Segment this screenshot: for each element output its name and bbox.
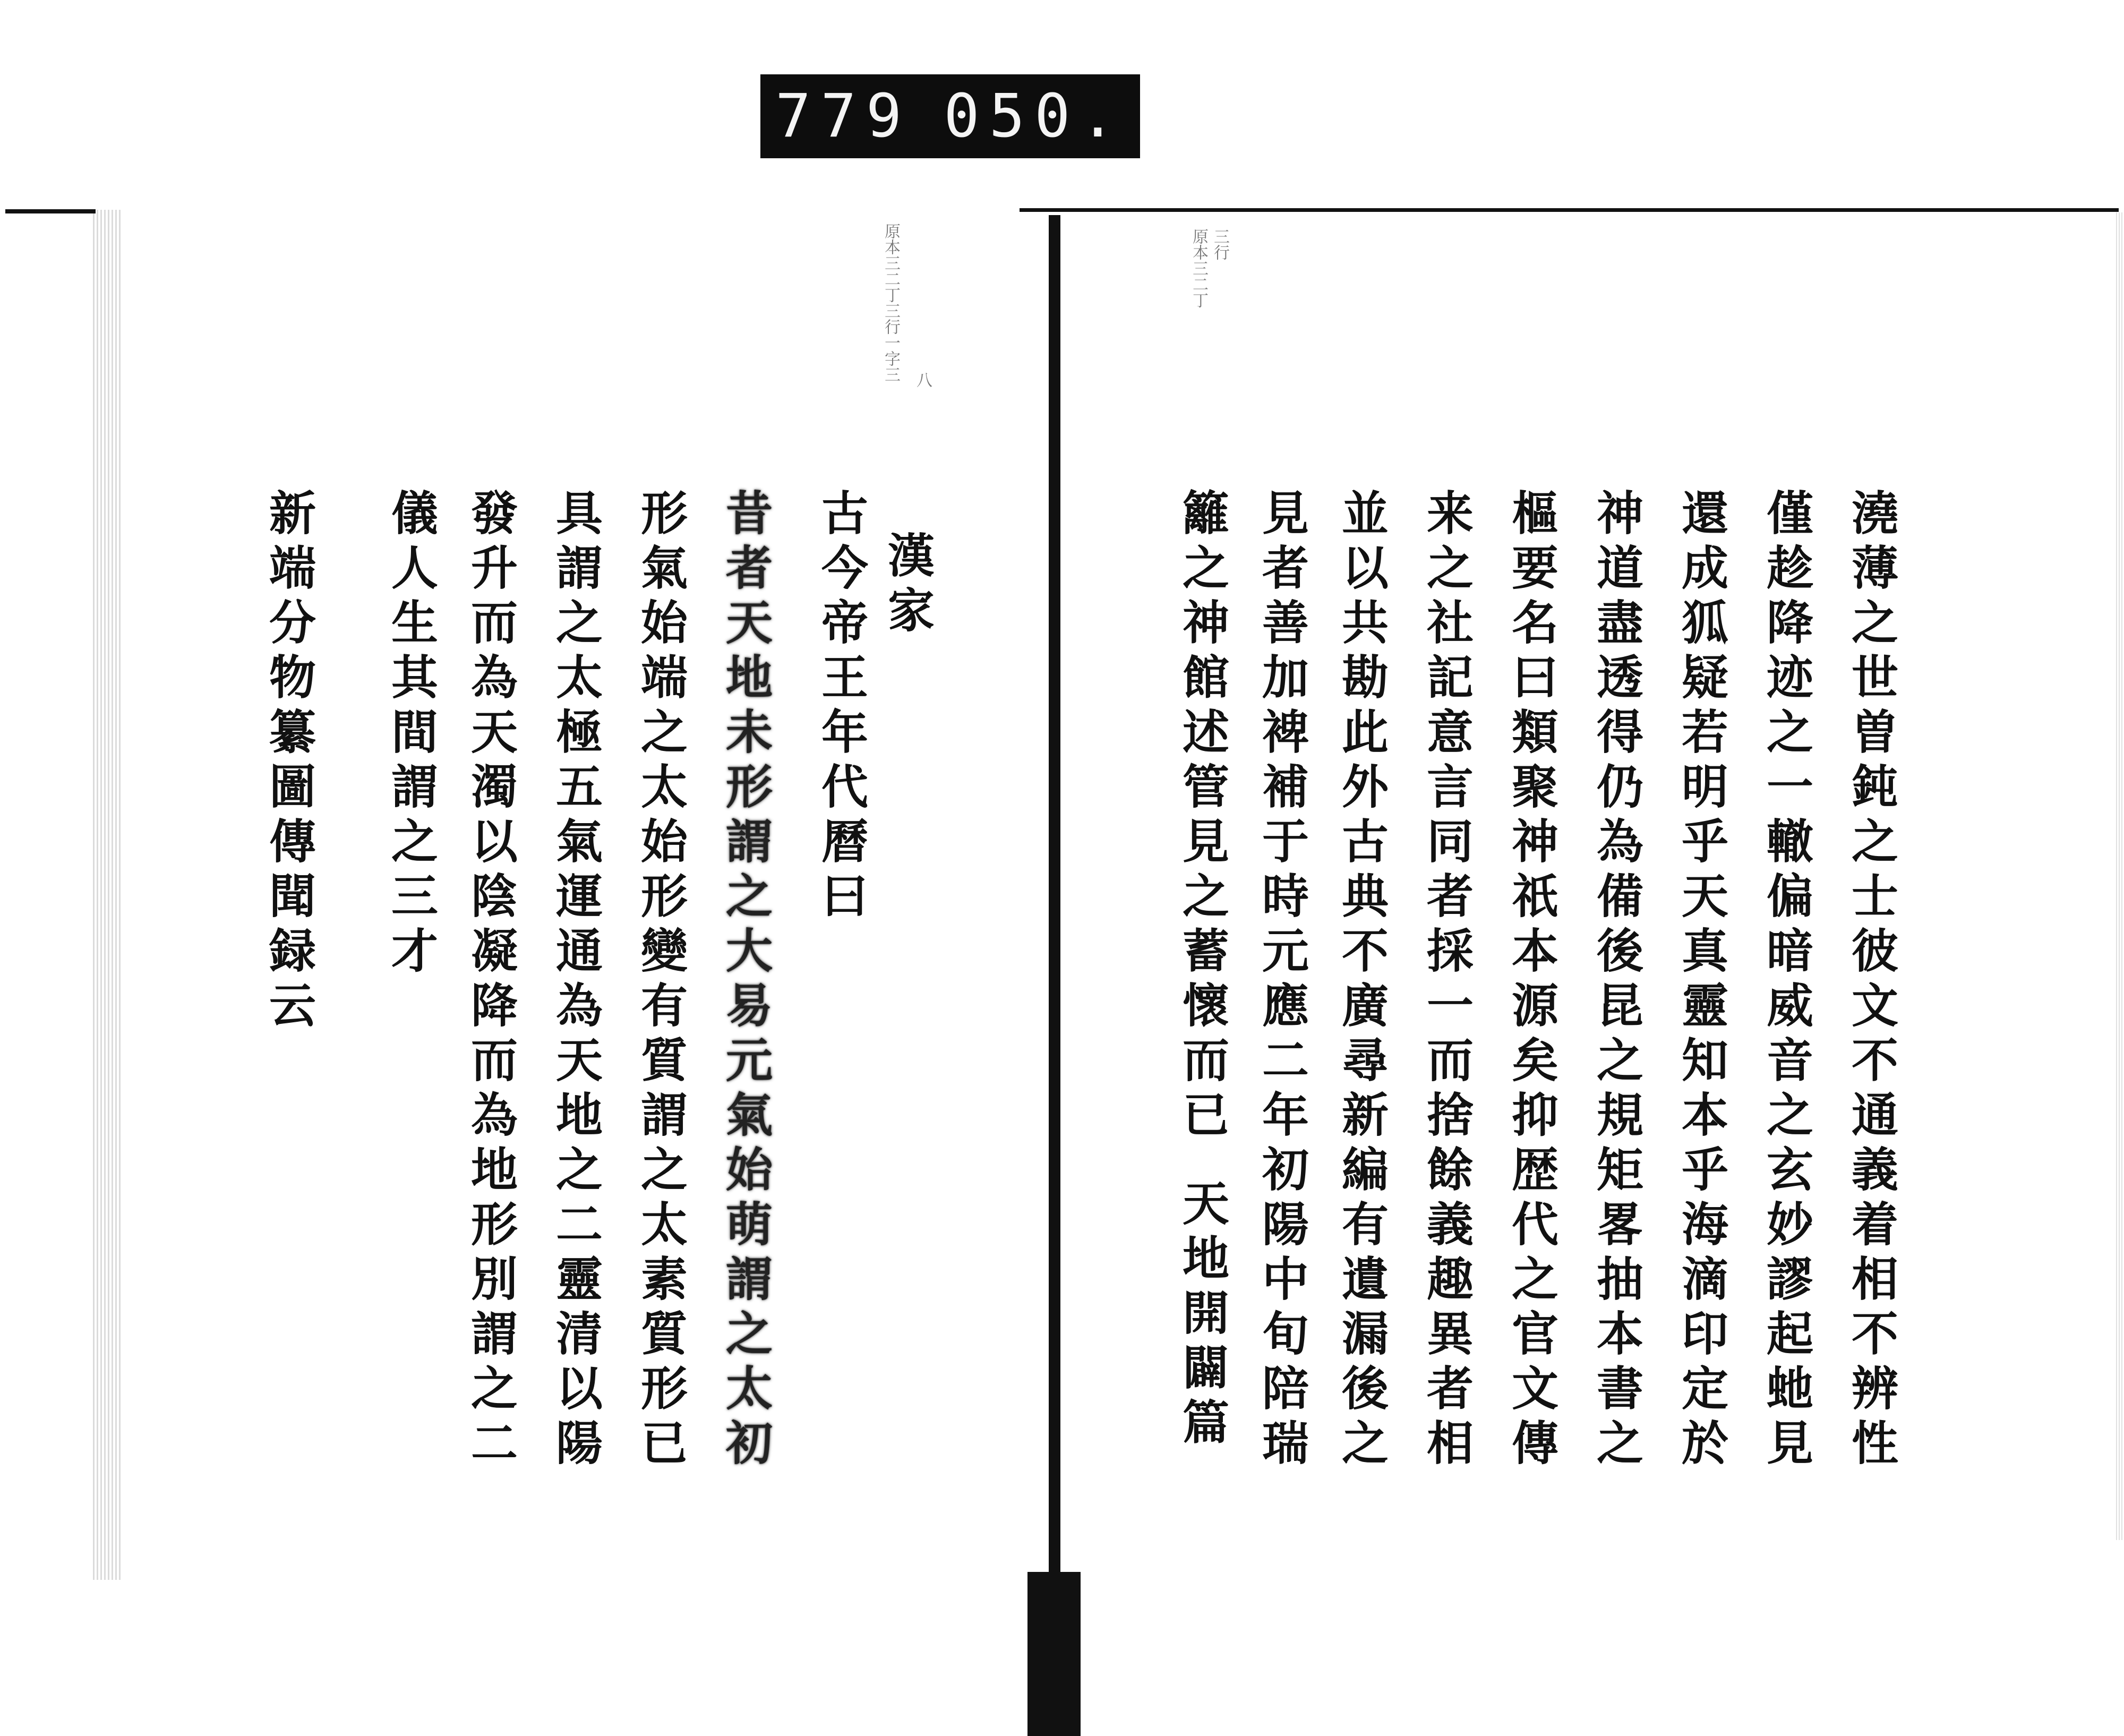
margin-note: 原本三二丁三行一字三	[881, 223, 900, 382]
text-column: 昔者天地未形謂之大易元氣始萌謂之太初	[718, 489, 774, 1473]
margin-note: 三行	[1211, 228, 1229, 260]
text-column: 樞要名曰類聚神祇本源矣抑歴代之官文傳	[1504, 489, 1560, 1473]
text-column: 儀人生其間謂之三才	[384, 489, 439, 981]
text-column: 還成狐疑若明乎天真靈知本乎海滴印定於	[1674, 489, 1729, 1473]
right-page	[1057, 0, 2124, 1736]
text-column: 形氣始端之太始形變有質謂之太素質形已	[633, 489, 689, 1473]
top-rule	[5, 209, 96, 213]
film-frame-label	[760, 74, 1140, 158]
reel-number: 779	[775, 82, 912, 151]
text-column: 籬之神館述管見之蓄懷而已	[1175, 489, 1230, 1145]
text-column: 新端分物纂圖傳聞録云	[262, 489, 317, 1036]
left-page	[0, 0, 1057, 1736]
page-edge-shadow	[93, 210, 122, 1580]
page-edge-shadow	[2116, 212, 2122, 1540]
text-column: 發升而為天濁以陰凝降而為地形別謂之二	[464, 489, 519, 1473]
margin-note: 原本三二丁	[1189, 228, 1208, 308]
book-spine	[1049, 215, 1060, 1575]
text-column: 見者善加裨補于時元應二年初陽中旬陪瑞	[1255, 489, 1310, 1473]
text-column: 僅趁降迹之一轍偏暗威音之玄妙謬起虵見	[1759, 489, 1814, 1473]
top-rule	[1020, 208, 2119, 212]
text-column: 神道盡透得仍為備後昆之規矩畧抽本書之	[1589, 489, 1645, 1473]
text-column: 具謂之太極五氣運通為天地之二靈清以陽	[549, 489, 604, 1473]
text-column: 来之社記意言同者採一而捨餘義趣異者相	[1419, 489, 1475, 1473]
text-column: 古今帝王年代曆曰	[814, 489, 869, 926]
text-column: 漢家	[880, 531, 936, 640]
spine-clamp	[1027, 1572, 1081, 1736]
frame-number: 050.	[944, 82, 1125, 151]
section-heading: 天地開闢篇	[1175, 1179, 1230, 1452]
text-column: 並以共勘此外古典不廣尋新編有遺漏後之	[1334, 489, 1390, 1473]
margin-note: 八	[913, 372, 932, 388]
text-column: 澆薄之世曽鈍之士彼文不通義着相不辨性	[1844, 489, 1899, 1473]
